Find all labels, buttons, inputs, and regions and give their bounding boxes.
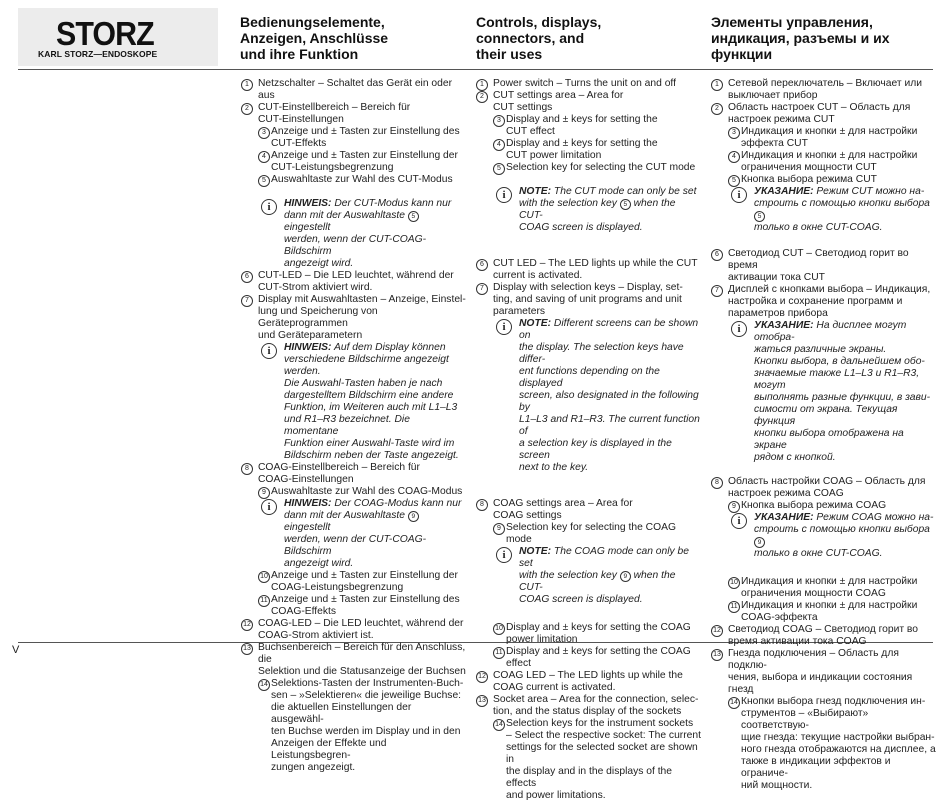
info-icon: i (731, 187, 747, 203)
list-item: 7 Display with selection keys – Display, set- ting, and saving of unit programs and unit parameters (476, 282, 701, 318)
number-badge: 11 (728, 601, 740, 613)
list-item: 13 Buchsenbereich – Bereich für den Anschluss, die Selektion und die Statusanzeige der Buchsen (241, 642, 466, 678)
number-badge: 12 (711, 625, 723, 637)
number-badge: 12 (241, 619, 253, 631)
list-item: 10 Display and ± keys for setting the COAG power limitation (476, 622, 701, 646)
info-icon: i (496, 547, 512, 563)
note-block: i HINWEIS: Auf dem Display können verschiedene Bildschirme angezeigt werden. Die Auswahl-Tasten haben je nach dargestelltem Bildschirm eine andere Funktion, im Weiteren auch mit L1–L3 und R1–R3 bezeichnet. Die momentane Funktion einer Auswahl-Taste wird im Bildschirm neben der Taste angezeigt. (241, 342, 466, 462)
header-russian: Элементы управления, индикация, разъемы и их функции (711, 14, 890, 62)
number-badge: 5 (493, 163, 505, 175)
list-item: 7 Display mit Auswahltasten – Anzeige, Einstel- lung und Speicherung von Geräteprogrammen und Geräteparametern (241, 294, 466, 342)
info-icon: i (731, 513, 747, 529)
header-english: Controls, displays, connectors, and their uses (476, 14, 602, 62)
list-item: 8 COAG-Einstellbereich – Bereich für COAG-Einstellungen (241, 462, 466, 486)
number-badge: 8 (711, 477, 723, 489)
number-badge: 5 (258, 175, 270, 187)
list-item: 14 Selection keys for the instrument sockets – Select the respective socket: The current settings for the selected socket are shown in the display and in the displays of the effects and power limitations. (476, 718, 701, 802)
number-badge: 9 (620, 571, 631, 582)
brand-subtitle: KARL STORZ—ENDOSKOPE (38, 49, 158, 59)
list-item: 1 Power switch – Turns the unit on and off (476, 78, 701, 90)
english-column (476, 78, 701, 802)
number-badge: 1 (711, 79, 723, 91)
list-item: 11 Индикация и кнопки ± для настройки COAG-эффекта (711, 600, 936, 624)
note-block: i УКАЗАНИЕ: Режим COAG можно на- строить с помощью кнопки выбора 9 только в окне CUT-COAG. (711, 512, 936, 560)
note-block: i УКАЗАНИЕ: Режим CUT можно на- строить с помощью кнопки выбора 5 только в окне CUT-COAG. (711, 186, 936, 234)
list-item: 5 Auswahltaste zur Wahl des CUT-Modus (241, 174, 466, 186)
number-badge: 13 (241, 643, 253, 655)
info-icon: i (731, 321, 747, 337)
note-block: i УКАЗАНИЕ: На дисплее могут отобра- жаться различные экраны. Кнопки выбора, в дальнейшем обо- значаемые также L1–L3 и R1–R3, могут выполнять разные функции, в зави- симости от экрана. Текущая функция кнопки выбора отображена на экране рядом с кнопкой. (711, 320, 936, 464)
number-badge: 10 (728, 577, 740, 589)
number-badge: 1 (241, 79, 253, 91)
list-item: 10 Anzeige und ± Tasten zur Einstellung der COAG-Leistungsbegrenzung (241, 570, 466, 594)
number-badge: 12 (476, 671, 488, 683)
number-badge: 3 (258, 127, 270, 139)
german-column (241, 78, 466, 774)
number-badge: 2 (241, 103, 253, 115)
list-item: 4 Индикация и кнопки ± для настройки ограничения мощности CUT (711, 150, 936, 174)
number-badge: 8 (476, 499, 488, 511)
info-icon: i (261, 499, 277, 515)
list-item: 4 Anzeige und ± Tasten zur Einstellung der CUT-Leistungsbegrenzung (241, 150, 466, 174)
list-item: 3 Anzeige und ± Tasten zur Einstellung des CUT-Effekts (241, 126, 466, 150)
list-item: 5 Кнопка выбора режима CUT (711, 174, 936, 186)
number-badge: 5 (754, 211, 765, 222)
russian-column (711, 78, 936, 792)
number-badge: 5 (728, 175, 740, 187)
number-badge: 6 (476, 259, 488, 271)
list-item: 9 Selection key for selecting the COAG mode (476, 522, 701, 546)
list-item: 14 Selektions-Tasten der Instrumenten-Buch- sen – »Selektieren« die jeweilige Buchse: die aktuellen Einstellungen der ausgewähl- ten Buchse werden im Display und in den Anzeigen der Effekte und Leistungsbegren- zungen angezeigt. (241, 678, 466, 774)
list-item: 8 Область настройки COAG – Область для настроек режима COAG (711, 476, 936, 500)
page-number: V (12, 644, 20, 656)
list-item: 14 Кнопки выбора гнезд подключения ин- струментов – «Выбирают» соответствую- щие гнезда: текущие настройки выбран- ного гнезда отображаются на дисплее, а также в индикации эффектов и ограниче- ний мощности. (711, 696, 936, 792)
number-badge: 3 (493, 115, 505, 127)
list-item: 6 CUT LED – The LED lights up while the CUT current is activated. (476, 258, 701, 282)
number-badge: 2 (476, 91, 488, 103)
number-badge: 9 (408, 511, 419, 522)
number-badge: 4 (728, 151, 740, 163)
list-item: 10 Индикация и кнопки ± для настройки ограничения мощности COAG (711, 576, 936, 600)
list-item: 3 Индикация и кнопки ± для настройки эффекта CUT (711, 126, 936, 150)
number-badge: 8 (241, 463, 253, 475)
number-badge: 4 (258, 151, 270, 163)
list-item: 1 Netzschalter – Schaltet das Gerät ein oder aus (241, 78, 466, 102)
list-item: 13 Гнезда подключения – Область для подклю- чения, выбора и индикации состояния гнезд (711, 648, 936, 696)
list-item: 2 CUT-Einstellbereich – Bereich für CUT-Einstellungen (241, 102, 466, 126)
number-badge: 6 (241, 271, 253, 283)
note-block: i HINWEIS: Der COAG-Modus kann nur dann mit der Auswahltaste 9 eingestellt werden, wenn der CUT-COAG-Bildschirm angezeigt wird. (241, 498, 466, 570)
list-item: 5 Selection key for selecting the CUT mode (476, 162, 701, 174)
number-badge: 14 (258, 679, 270, 691)
list-item: 1 Сетевой переключатель – Включает или выключает прибор (711, 78, 936, 102)
list-item: 6 Светодиод CUT – Светодиод горит во время активации тока CUT (711, 248, 936, 284)
number-badge: 10 (493, 623, 505, 635)
list-item: 9 Auswahltaste zur Wahl des COAG-Modus (241, 486, 466, 498)
logo-box (18, 8, 218, 66)
number-badge: 9 (728, 501, 740, 513)
list-item: 8 COAG settings area – Area for COAG settings (476, 498, 701, 522)
info-icon: i (496, 187, 512, 203)
list-item: 9 Кнопка выбора режима COAG (711, 500, 936, 512)
note-block: i NOTE: Different screens can be shown on the display. The selection keys have differ- ent functions depending on the displayed screen, also designated in the following by L1–L3 and R1–R3. The current function of a selection key is displayed in the screen next to the key. (476, 318, 701, 474)
number-badge: 14 (728, 697, 740, 709)
info-icon: i (261, 199, 277, 215)
number-badge: 5 (620, 199, 631, 210)
number-badge: 13 (711, 649, 723, 661)
list-item: 13 Socket area – Area for the connection, selec- tion, and the status display of the sockets (476, 694, 701, 718)
header-german: Bedienungselemente, Anzeigen, Anschlüsse und ihre Funktion (240, 14, 389, 62)
number-badge: 2 (711, 103, 723, 115)
number-badge: 7 (711, 285, 723, 297)
header-divider (18, 69, 933, 70)
number-badge: 14 (493, 719, 505, 731)
list-item: 3 Display and ± keys for setting the CUT effect (476, 114, 701, 138)
number-badge: 9 (493, 523, 505, 535)
note-block: i HINWEIS: Der CUT-Modus kann nur dann mit der Auswahltaste 5 eingestellt werden, wenn der CUT-COAG-Bildschirm angezeigt wird. (241, 198, 466, 270)
number-badge: 7 (476, 283, 488, 295)
number-badge: 11 (258, 595, 270, 607)
list-item: 4 Display and ± keys for setting the CUT power limitation (476, 138, 701, 162)
list-item: 2 Область настроек CUT – Область для настроек режима CUT (711, 102, 936, 126)
note-block: i NOTE: The CUT mode can only be set with the selection key 5 when the CUT- COAG screen is displayed. (476, 186, 701, 234)
info-icon: i (496, 319, 512, 335)
number-badge: 9 (754, 537, 765, 548)
number-badge: 1 (476, 79, 488, 91)
brand-logo: STORZ (56, 15, 154, 52)
number-badge: 13 (476, 695, 488, 707)
number-badge: 7 (241, 295, 253, 307)
number-badge: 10 (258, 571, 270, 583)
info-icon: i (261, 343, 277, 359)
note-block: i NOTE: The COAG mode can only be set with the selection key 9 when the CUT- COAG screen is displayed. (476, 546, 701, 606)
list-item: 12 Светодиод COAG – Светодиод горит во время активации тока COAG (711, 624, 936, 648)
list-item: 12 COAG-LED – Die LED leuchtet, während der COAG-Strom aktiviert ist. (241, 618, 466, 642)
list-item: 11 Display and ± keys for setting the COAG effect (476, 646, 701, 670)
number-badge: 3 (728, 127, 740, 139)
list-item: 11 Anzeige und ± Tasten zur Einstellung des COAG-Effekts (241, 594, 466, 618)
list-item: 12 COAG LED – The LED lights up while the COAG current is activated. (476, 670, 701, 694)
list-item: 6 CUT-LED – Die LED leuchtet, während der CUT-Strom aktiviert wird. (241, 270, 466, 294)
list-item: 2 CUT settings area – Area for CUT settings (476, 90, 701, 114)
number-badge: 4 (493, 139, 505, 151)
list-item: 7 Дисплей с кнопками выбора – Индикация, настройка и сохранение программ и параметров прибора (711, 284, 936, 320)
number-badge: 6 (711, 249, 723, 261)
number-badge: 9 (258, 487, 270, 499)
number-badge: 5 (408, 211, 419, 222)
number-badge: 11 (493, 647, 505, 659)
